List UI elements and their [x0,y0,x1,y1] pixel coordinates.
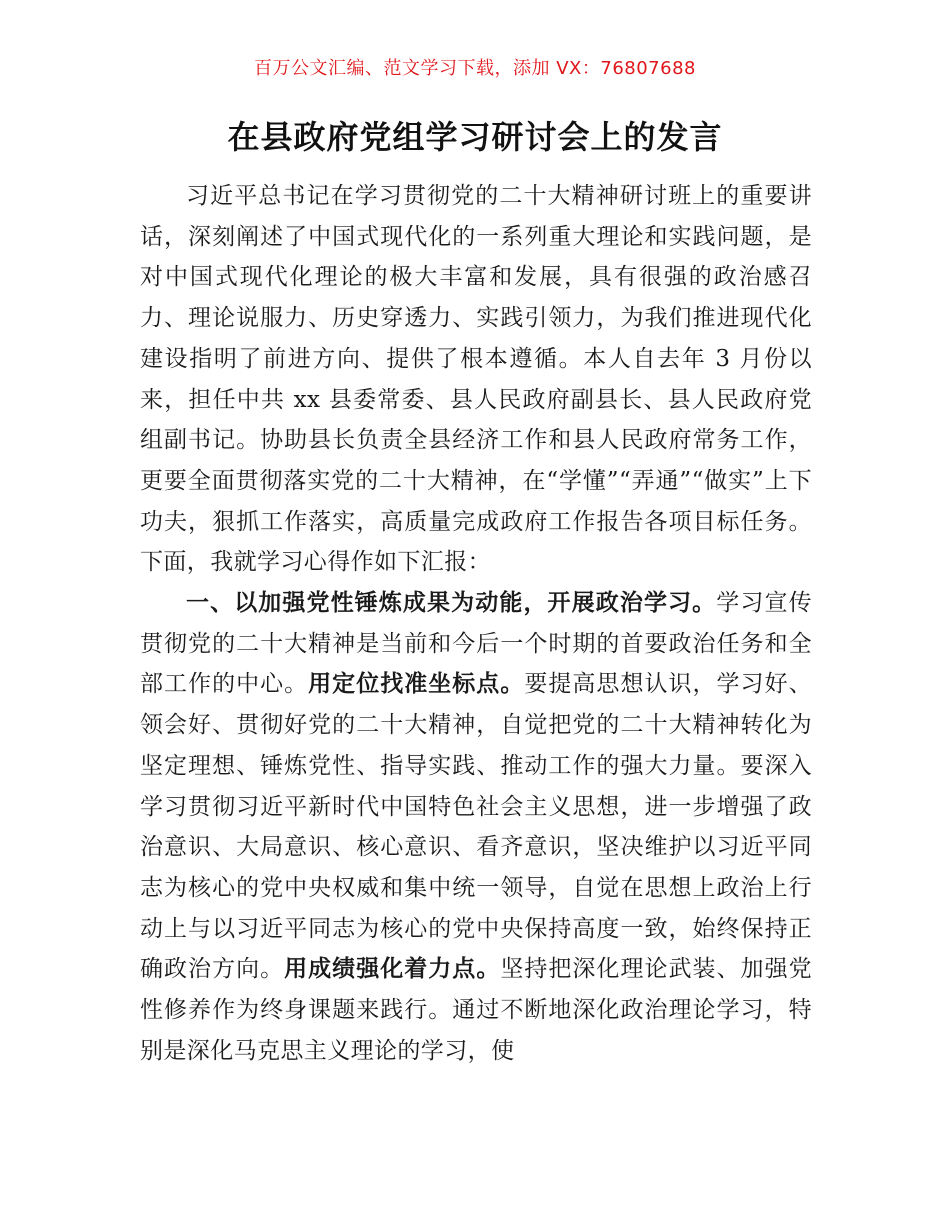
section-heading: 一、以加强党性锤炼成果为动能，开展政治学习。 [186,590,717,617]
paragraph-text: 坚持把深化理论武装、加强党性修养作为终身课题来践行。通过不断地深化政治理论学习，特别是深化马克思主义理论的学习，使 [140,956,813,1064]
section-one-paragraph [140,583,812,1071]
subheading: 用成绩强化着力点。 [284,956,501,983]
document-body [140,176,812,1071]
paragraph-text: 要提高思想认识，学习好、领会好、贯彻好党的二十大精神，自觉把党的二十大精神转化为坚定理想、锤炼党性、指导实践、推动工作的强大力量。要深入学习贯彻习近平新时代中国特色社会主义思想，进一步增强了政治意识、大局意识、核心意识、看齐意识，坚决维护以习近平同志为核心的党中央权威和集中统一领导，自觉在思想上政治上行动上与以习近平同志为核心的党中央保持高度一致，始终保持正确政治方向。 [140,671,812,983]
intro-paragraph: 习近平总书记在学习贯彻党的二十大精神研讨班上的重要讲话，深刻阐述了中国式现代化的一系列重大理论和实践问题，是对中国式现代化理论的极大丰富和发展，具有很强的政治感召力、理论说服力、历史穿透力、实践引领力，为我们推进现代化建设指明了前进方向、提供了根本遵循。本人自去年 3 月份以来，担任中共 xx 县委常委、县人民政府副县长、县人民政府党组副书记。协助县长负责全县经济工作和县人民政府常务工作，更要全面贯彻落实党的二十大精神，在“学懂”“弄通”“做实”上下功夫，狠抓工作落实，高质量完成政府工作报告各项目标任务。下面，我就学习心得作如下汇报： [140,183,812,576]
subheading: 用定位找准坐标点。 [308,671,525,698]
document-title: 在县政府党组学习研讨会上的发言 [227,118,723,156]
paragraph-text: 学习宣传贯彻党的二十大精神是当前和今后一个时期的首要政治任务和全部工作的中心。 [140,590,812,698]
watermark-banner: 百万公文汇编、范文学习下载，添加 VX：76807688 [254,58,696,79]
